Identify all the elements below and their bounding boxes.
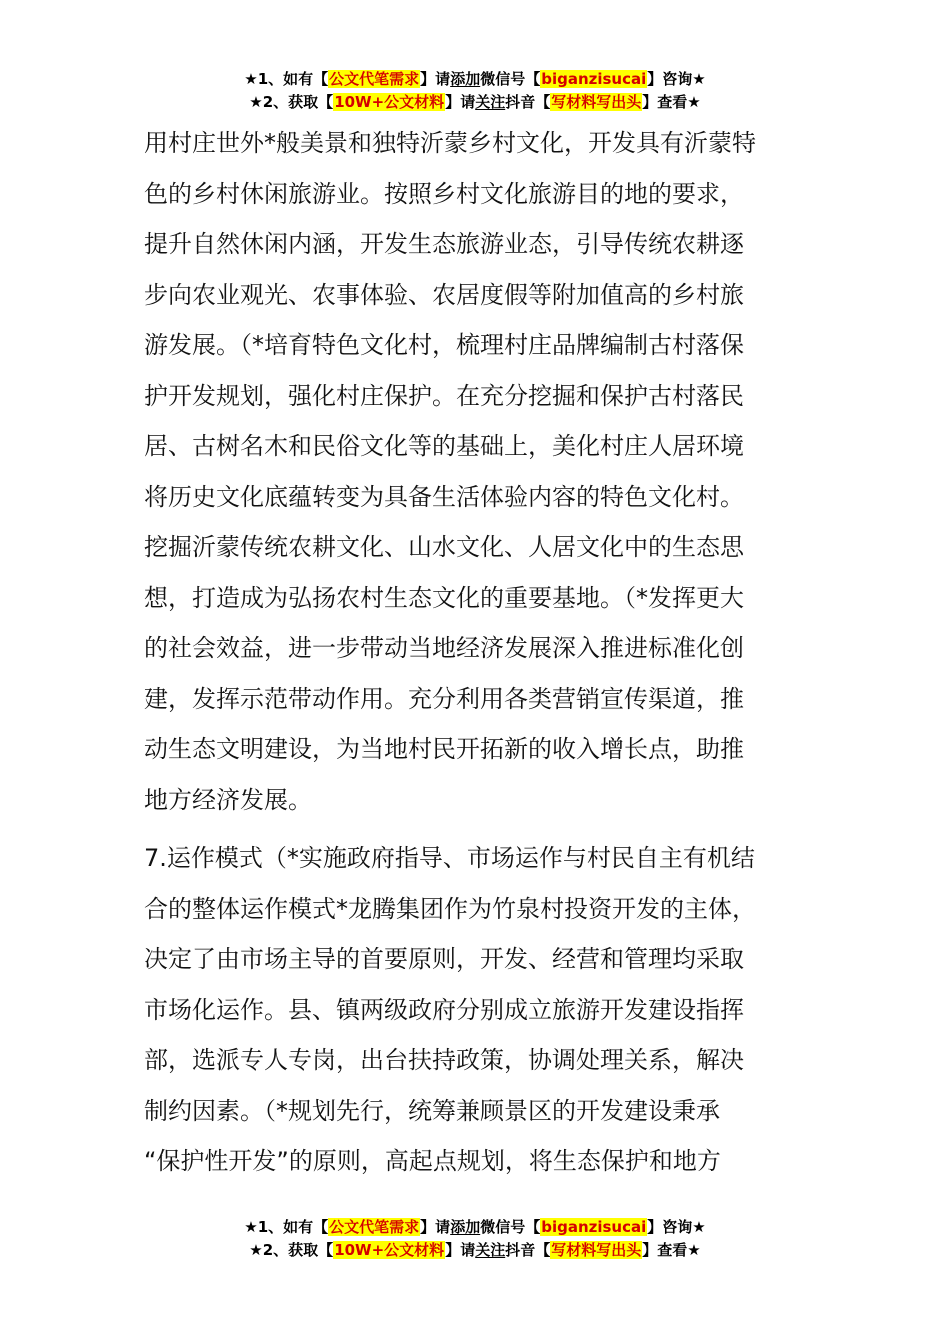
banner-text: 抖音【: [505, 93, 551, 111]
banner-line-1: [0, 1216, 950, 1239]
text-line: 决定了由市场主导的首要原则，开发、经营和管理均采取: [144, 945, 744, 973]
banner-text: ★2、获取【: [249, 93, 334, 111]
underline-add: 添加: [450, 70, 481, 88]
text-line: 市场化运作。县、镇两级政府分别成立旅游开发建设指挥: [144, 995, 744, 1024]
banner-text: 抖音【: [505, 1241, 551, 1259]
text-line: 部，选派专人专岗，出台扶持政策，协调处理关系，解决: [144, 1046, 744, 1074]
banner-text: ★2、获取【: [249, 1241, 334, 1259]
banner-text: 】咨询★: [647, 1218, 706, 1236]
banner-text: 微信号【: [480, 1218, 541, 1236]
paragraph-operation-mode: [144, 833, 814, 1187]
banner-text: 】咨询★: [647, 70, 706, 88]
highlight-materials: 10W+公文材料: [334, 93, 445, 111]
text-line: 地方经济发展。: [144, 785, 312, 814]
banner-line-1: [0, 68, 950, 91]
paragraph-rural-tourism: [144, 118, 814, 825]
banner-text: 】请: [445, 1241, 476, 1259]
underline-add: 添加: [450, 1218, 481, 1236]
underline-follow: 关注: [475, 93, 506, 111]
text-line: 制约因素。（*规划先行，统筹兼顾景区的开发建设秉承: [144, 1096, 720, 1125]
text-line: 想，打造成为弘扬农村生态文化的重要基地。（*发挥更大: [144, 583, 744, 612]
highlight-douyin-id: 写材料写出头: [551, 93, 642, 111]
text-line: 居、古树名木和民俗文化等的基础上，美化村庄人居环境: [144, 432, 744, 460]
text-line: 的社会效益，进一步带动当地经济发展深入推进标准化创: [144, 634, 744, 662]
highlight-wechat-id: biganzisucai: [541, 70, 647, 88]
banner-text: 微信号【: [480, 70, 541, 88]
banner-text: 】请: [445, 93, 476, 111]
banner-text: ★1、如有【: [244, 1218, 329, 1236]
text-line: 合的整体运作模式*龙腾集团作为竹泉村投资开发的主体，: [144, 894, 756, 923]
banner-line-2: [0, 91, 950, 114]
text-line: 挖掘沂蒙传统农耕文化、山水文化、人居文化中的生态思: [144, 533, 744, 561]
underline-follow: 关注: [475, 1241, 506, 1259]
document-body: [144, 118, 814, 1187]
banner-text: 】请: [420, 70, 451, 88]
text-line: 步向农业观光、农事体验、农居度假等附加值高的乡村旅: [144, 280, 744, 309]
text-line: 提升自然休闲内涵，开发生态旅游业态，引导传统农耕逐: [144, 230, 744, 258]
highlight-service: 公文代笔需求: [329, 1218, 420, 1236]
text-line: 用村庄世外*般美景和独特沂蒙乡村文化，开发具有沂蒙特: [144, 129, 756, 157]
text-line: 色的乡村休闲旅游业。按照乡村文化旅游目的地的要求，: [144, 179, 744, 208]
highlight-wechat-id: biganzisucai: [541, 1218, 647, 1236]
banner-text: 】查看★: [642, 93, 701, 111]
banner-text: 】查看★: [642, 1241, 701, 1259]
highlight-douyin-id: 写材料写出头: [551, 1241, 642, 1259]
highlight-materials: 10W+公文材料: [334, 1241, 445, 1259]
text-line: “保护性开发”的原则，高起点规划，将生态保护和地方: [144, 1147, 721, 1175]
banner-text: ★1、如有【: [244, 70, 329, 88]
highlight-service: 公文代笔需求: [329, 70, 420, 88]
text-line: 游发展。（*培育特色文化村，梳理村庄品牌编制古村落保: [144, 331, 744, 359]
text-line: 动生态文明建设，为当地村民开拓新的收入增长点，助推: [144, 735, 744, 763]
banner-text: 】请: [420, 1218, 451, 1236]
footer-banner: [0, 1216, 950, 1262]
banner-line-2: [0, 1239, 950, 1262]
text-line: 护开发规划，强化村庄保护。在充分挖掘和保护古村落民: [144, 381, 744, 410]
header-banner: [0, 68, 950, 114]
text-line: 7.运作模式（*实施政府指导、市场运作与村民自主有机结: [144, 844, 755, 872]
text-line: 建，发挥示范带动作用。充分利用各类营销宣传渠道，推: [144, 684, 744, 713]
text-line: 将历史文化底蕴转变为具备生活体验内容的特色文化村。: [144, 482, 744, 511]
